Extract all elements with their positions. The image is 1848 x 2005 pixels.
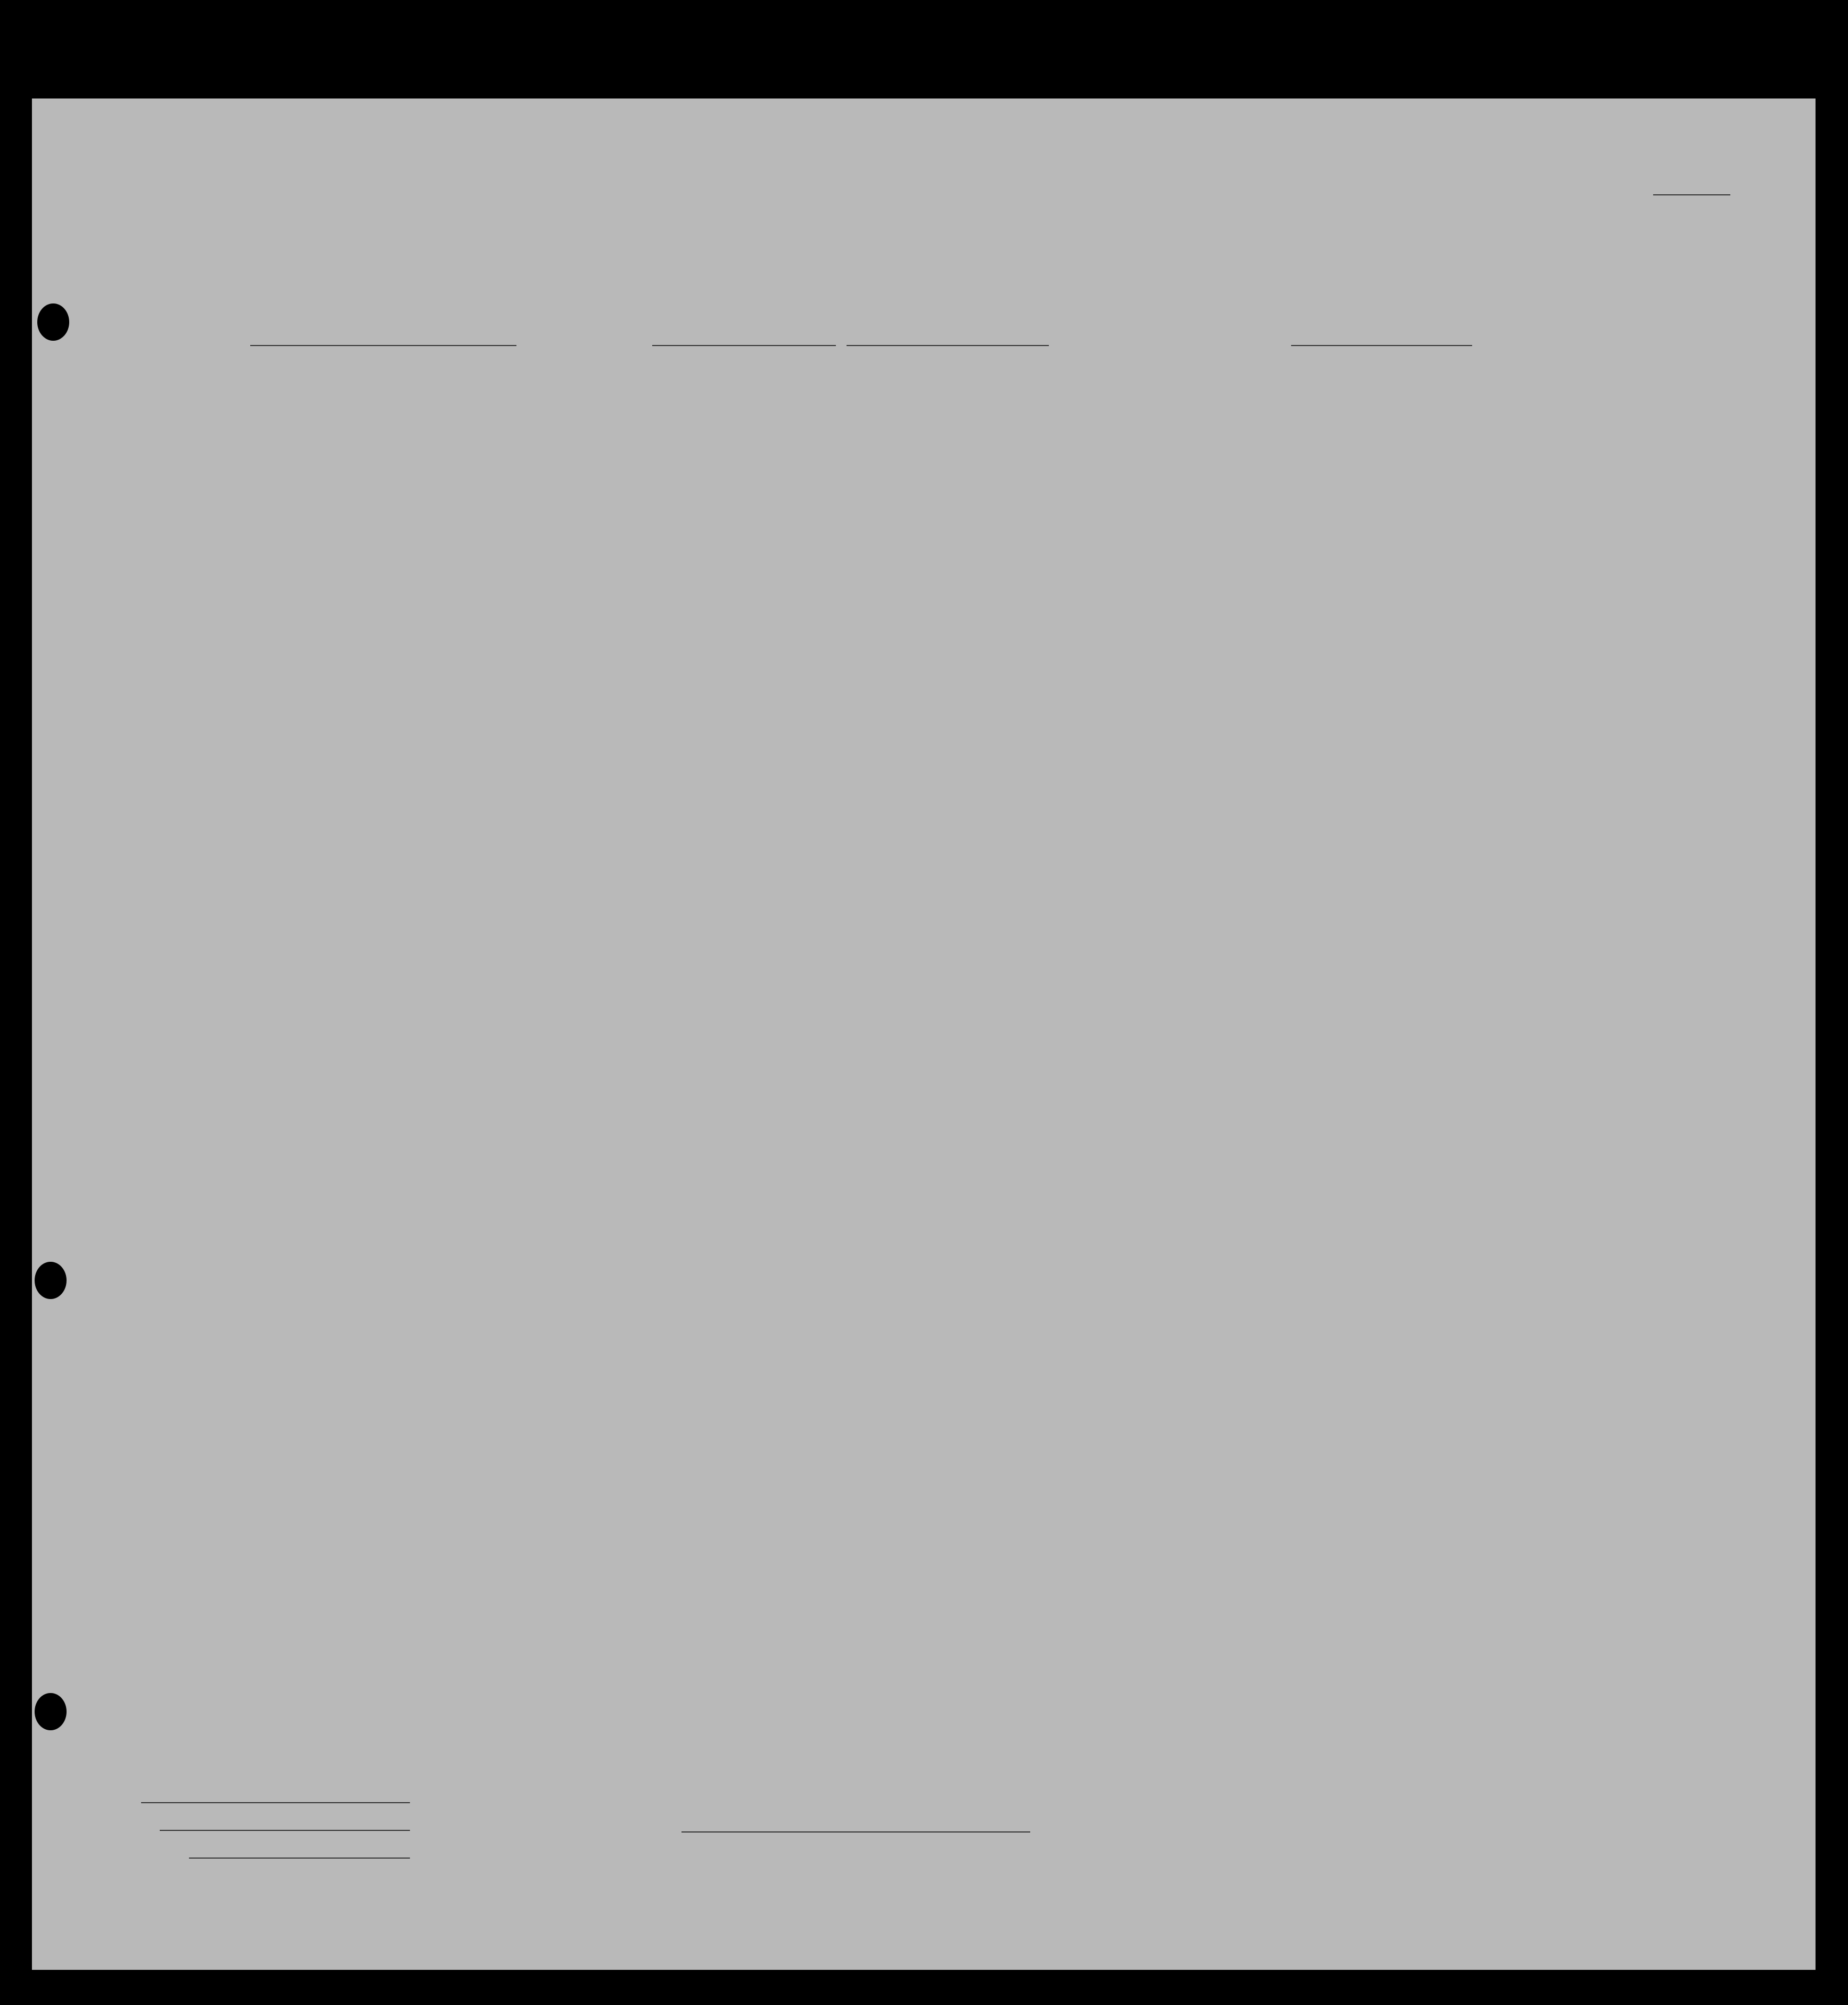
manifest-sheet — [32, 98, 1816, 1970]
sheet-number-line — [1653, 194, 1730, 195]
date-underline — [847, 345, 1049, 346]
local-agents-field — [189, 1858, 410, 1859]
vessel-underline — [250, 345, 516, 346]
punch-hole-2 — [35, 1262, 67, 1299]
punch-hole-3 — [35, 1693, 67, 1730]
port-underline — [652, 345, 836, 346]
signature-line — [681, 1831, 1030, 1833]
from-underline — [1291, 345, 1472, 346]
punch-hole-1 — [37, 303, 69, 341]
line-field — [141, 1802, 410, 1803]
owners-field — [160, 1830, 410, 1831]
